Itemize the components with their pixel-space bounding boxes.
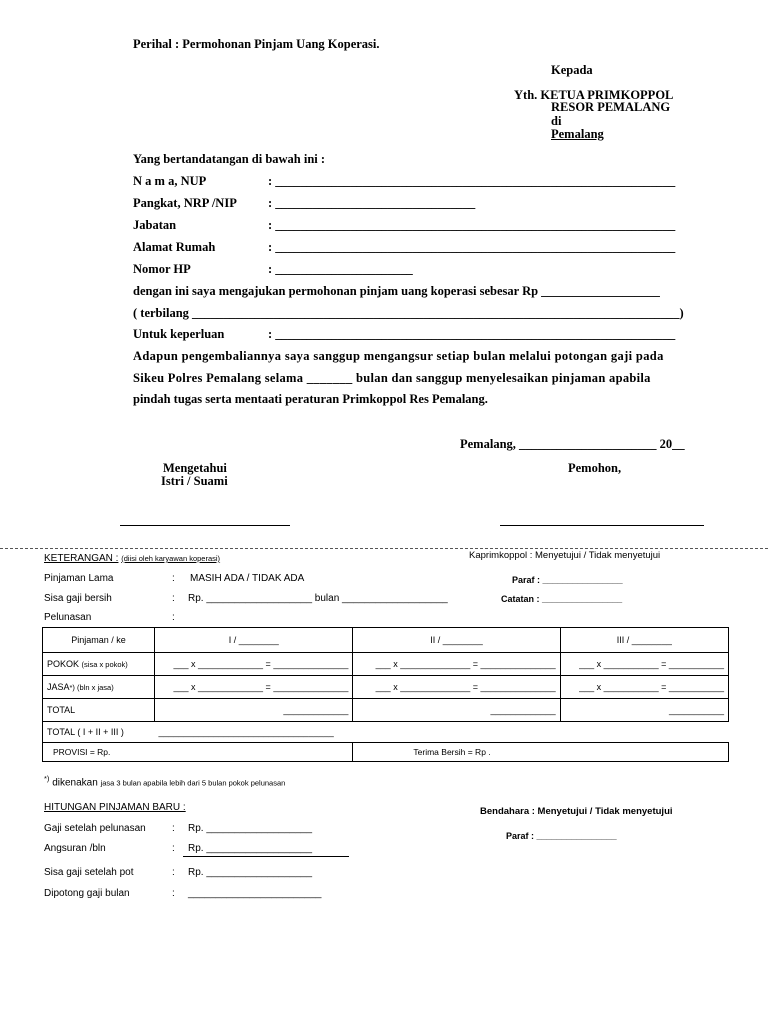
field-rank[interactable]: : ________________________________ [268,196,476,210]
kaprim-approval[interactable]: Kaprimkoppol : Menyetujui / Tidak menyetujui [469,550,661,561]
table-row-grand-total [43,722,729,743]
field-label-position: Jabatan [133,218,177,232]
field-name[interactable]: : ________________________________________________________________ [268,174,676,188]
repayment-paragraph-line-1: Adapun pengembaliannya saya sanggup mengangsur setiap bulan melalui potongan gaji pada [133,349,664,363]
new-loan-colon-remaining: : [172,867,175,878]
row-label-jasa: JASA*) (bln x jasa) [43,676,155,699]
header-loan-no: Pinjaman / ke [43,628,155,653]
total-cell-1[interactable]: _____________ [155,699,353,722]
new-loan-label-remaining: Sisa gaji setelah pot [44,867,134,878]
field-phone[interactable]: : ______________________ [268,262,413,276]
kaprim-paraf[interactable]: Paraf : ________________ [512,575,623,585]
jasa-cell-1[interactable]: ___ x _____________ = _______________ [155,676,353,699]
footnote: *) dikenakan jasa 3 bulan apabila lebih dari 5 bulan pokok pelunasan [44,774,286,789]
field-address[interactable]: : ________________________________________________________________ [268,240,676,254]
pokok-cell-1[interactable]: ___ x _____________ = _______________ [155,653,353,676]
field-label-purpose: Untuk keperluan [133,327,225,341]
table-row-total [43,699,729,722]
cut-line [0,548,768,549]
recipient-place: Pemalang [551,127,604,141]
bendahara-approval[interactable]: Bendahara : Menyetujui / Tidak menyetujui [480,806,673,817]
new-loan-colon-deduct: : [172,888,175,899]
new-loan-deduct-field[interactable]: ________________________ [188,888,322,899]
old-loan-value[interactable]: MASIH ADA / TIDAK ADA [190,573,305,584]
field-label-name: N a m a, NUP [133,174,207,188]
header-loan-3[interactable]: III / ________ [560,628,728,653]
new-loan-label-installment: Angsuran /bln [44,843,106,854]
new-loan-colon-installment: : [172,843,175,854]
field-purpose[interactable]: : ________________________________________________________________ [268,327,676,341]
header-loan-2[interactable]: II / ________ [353,628,560,653]
recipient-resor: RESOR PEMALANG [551,100,671,114]
table-header-row [43,628,729,653]
date-place-line[interactable]: Pemalang, ______________________ 20__ [460,437,685,451]
spouse-signature-line[interactable] [120,525,290,526]
terbilang-line[interactable]: ( terbilang ______________________________________________________________________________) [133,306,684,320]
net-received-field[interactable]: Terima Bersih = Rp . [353,743,729,762]
spouse-label: Istri / Suami [161,474,228,488]
new-loan-remaining-field[interactable]: Rp. ___________________ [188,867,313,878]
new-loan-label-salary: Gaji setelah pelunasan [44,823,146,834]
row-label-grand-total: TOTAL ( I + II + III ) [43,722,155,743]
new-loan-label-deduct: Dipotong gaji bulan [44,888,130,899]
installment-underline [183,856,349,857]
known-by-label: Mengetahui [163,461,227,475]
new-loan-colon-salary: : [172,823,175,834]
catatan-field[interactable]: Catatan : ________________ [501,594,623,604]
applicant-signature-line[interactable] [500,525,704,526]
field-label-address: Alamat Rumah [133,240,216,254]
recipient-di: di [551,114,562,128]
pokok-cell-2[interactable]: ___ x ______________ = _______________ [353,653,560,676]
net-salary-label: Sisa gaji bersih [44,593,112,604]
subject-line: Perihal : Permohonan Pinjam Uang Koperasi. [133,37,380,51]
recipient-kepada: Kepada [551,63,593,77]
intro-text: Yang bertandatangan di bawah ini : [133,152,326,166]
provisi-field[interactable]: PROVISI = Rp. [43,743,353,762]
table-row-jasa [43,676,729,699]
repayment-paragraph-line-3: pindah tugas serta mentaati peraturan Primkoppol Res Pemalang. [133,392,488,406]
repayment-paragraph-line-2[interactable]: Sikeu Polres Pemalang selama _______ bulan dan sanggup menyelesaikan pinjaman apabila [133,371,651,385]
jasa-cell-3[interactable]: ___ x ___________ = ___________ [560,676,728,699]
new-loan-salary-field[interactable]: Rp. ___________________ [188,823,313,834]
header-loan-1[interactable]: I / ________ [155,628,353,653]
old-loan-colon: : [172,573,175,584]
grand-total-value[interactable]: ___________________________________ [155,722,729,743]
net-salary-value[interactable]: Rp. ___________________ bulan ___________________ [188,593,448,604]
recipient-yth: Yth. KETUA PRIMKOPPOL [514,88,674,102]
field-position[interactable]: : ________________________________________________________________ [268,218,676,232]
old-loan-label: Pinjaman Lama [44,573,114,584]
settlement-table [42,627,729,762]
total-cell-2[interactable]: _____________ [353,699,560,722]
table-row-pokok [43,653,729,676]
field-label-rank: Pangkat, NRP /NIP [133,196,237,210]
applicant-label: Pemohon, [568,461,622,475]
field-label-phone: Nomor HP [133,262,191,276]
bendahara-paraf[interactable]: Paraf : ________________ [506,831,617,841]
loan-request-line[interactable]: dengan ini saya mengajukan permohonan pinjam uang koperasi sebesar Rp ___________________ [133,284,660,298]
table-row-provisi [43,743,729,762]
jasa-cell-2[interactable]: ___ x ______________ = _______________ [353,676,560,699]
new-loan-title: HITUNGAN PINJAMAN BARU : [44,802,186,813]
keterangan-heading: KETERANGAN : (diisi oleh karyawan koperasi) [44,553,221,564]
settlement-colon: : [172,612,175,623]
pokok-cell-3[interactable]: ___ x ___________ = ___________ [560,653,728,676]
row-label-pokok: POKOK (sisa x pokok) [43,653,155,676]
new-loan-installment-field[interactable]: Rp. ___________________ [188,843,313,854]
total-cell-3[interactable]: ___________ [560,699,728,722]
settlement-label: Pelunasan [44,612,92,623]
row-label-total: TOTAL [43,699,155,722]
net-salary-colon: : [172,593,175,604]
